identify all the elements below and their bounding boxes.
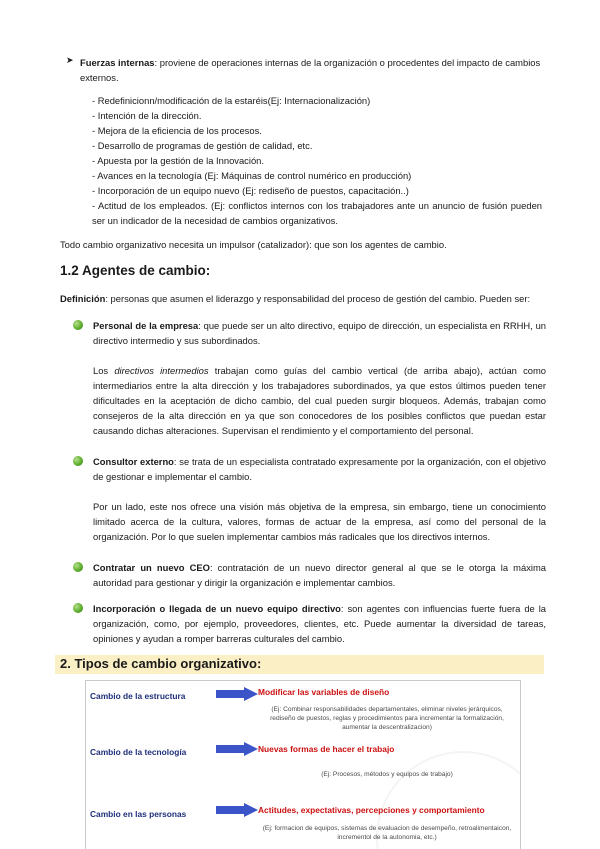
list-item: - Mejora de la eficiencia de los procesos. bbox=[92, 125, 262, 136]
list-item: - Avances en la tecnología (Ej: Máquinas de control numérico en producción) bbox=[92, 170, 412, 181]
agent-text: : se trata de un especialista contratado expresamente por la organización, con el objetivo de gestionar e implementar el cambio. bbox=[93, 456, 546, 482]
figure-row-description: (Ej: Combinar responsabilidades departamentales, eliminar niveles jerárquicos, rediseño de puestos, reglas y procedimientos para incrementar la formalización, aumentar la descentralizacion) bbox=[270, 706, 504, 731]
figure-row-label: Cambio en las personas bbox=[90, 809, 187, 819]
agent-paragraph bbox=[93, 454, 546, 484]
figure-row-label: Cambio de la estructura bbox=[90, 691, 186, 701]
right-arrow-icon bbox=[216, 742, 258, 756]
fuerzas-internas-list bbox=[80, 93, 542, 228]
figure-row-label: Cambio de la tecnología bbox=[90, 747, 187, 757]
section-heading-bar bbox=[55, 655, 544, 674]
fuerzas-internas-paragraph bbox=[80, 55, 542, 85]
agent-item-consultor bbox=[93, 454, 546, 544]
agent-sub-post: trabajan como guías del cambio vertical (de arriba abajo), actúan como intermediarios entre la alta dirección y los trabajadores subordinados, ya que estos últimos pueden tener dificultades en la aceptación de dicho cambio, del cual pueden surgir bloqueos. Además, trabajan como consejeros de la alta dirección en ya que son conocedores de los posibles conflictos que puedan estar causando dichas alteraciones. Supervisan el rendimiento y el comportamiento del personal. bbox=[93, 365, 546, 436]
list-item: - Intención de la dirección. bbox=[92, 110, 202, 121]
list-item: - Redefinicionn/modificación de la estaréis(Ej: Internacionalización) bbox=[92, 95, 371, 106]
section-heading-tipos: 2. Tipos de cambio organizativo: bbox=[60, 656, 262, 671]
agent-label: Consultor externo bbox=[93, 456, 174, 467]
green-bullet-icon bbox=[73, 320, 83, 330]
agent-text: : contratación de un nuevo director general al que se le otorga la máxima autoridad para gestionar y dirigir la organización e implementar cambios. bbox=[93, 562, 546, 588]
definicion-text: : personas que asumen el liderazgo y responsabilidad del proceso de gestión del cambio. Pueden ser: bbox=[105, 293, 531, 304]
green-bullet-icon bbox=[73, 562, 83, 572]
figure-row-title: Modificar las variables de diseño bbox=[258, 687, 390, 697]
agent-label: Personal de la empresa bbox=[93, 320, 199, 331]
right-arrow-icon bbox=[216, 803, 258, 817]
arrow-bullet-icon: ➤ bbox=[66, 55, 74, 65]
figure-row-title: Nuevas formas de hacer el trabajo bbox=[258, 744, 395, 754]
agent-text: : son agentes con influencias fuerte fuera de la organización, como, por ejemplo, proveedores, clientes, etc. Puede aumentar la diversidad de tareas, opiniones y ayudan a romper barreras culturales del cambio. bbox=[93, 603, 546, 644]
definicion-label: Definición bbox=[60, 293, 106, 304]
section-heading-agentes: 1.2 Agentes de cambio: bbox=[60, 263, 211, 278]
fuerzas-internas-text: : proviene de operaciones internas de la organización o procedentes del impacto de cambios externos. bbox=[80, 57, 541, 83]
agent-paragraph bbox=[93, 318, 546, 348]
agent-item-personal bbox=[93, 318, 546, 438]
agent-sub-italic: directivos intermedios bbox=[114, 365, 209, 376]
figure-row-description: (Ej: formacion de equipos, sistemas de evaluacion de desempeño, retroalimentaicon, incrementol de la autonomia, etc.) bbox=[262, 825, 512, 841]
list-item: - Incorporación de un equipo nuevo (Ej: rediseño de puestos, capacitación..) bbox=[92, 185, 409, 196]
agent-item-equipo-directivo bbox=[93, 601, 546, 646]
agent-text: : que puede ser un alto directivo, equipo de dirección, un especialista en RRHH, un directivo intermedio y sus subordinados. bbox=[93, 320, 546, 346]
list-item: - Desarrollo de programas de gestión de calidad, etc. bbox=[92, 140, 313, 151]
agent-item-ceo bbox=[93, 560, 546, 590]
tipos-cambio-figure bbox=[85, 680, 521, 849]
impulsor-paragraph: Todo cambio organizativo necesita un impulsor (catalizador): que son los agentes de cambio. bbox=[60, 239, 447, 250]
definicion-paragraph bbox=[60, 291, 548, 306]
agent-sub-paragraph: Por un lado, este nos ofrece una visión más objetiva de la empresa, sin embargo, tiene un conocimiento limitado acerca de la cultura, valores, formas de actuar de la empresa, así como del personal de la organización. Por lo que suelen implementar cambios más radicales que los directivos internos. bbox=[93, 501, 546, 542]
agent-paragraph bbox=[93, 560, 546, 590]
agent-paragraph bbox=[93, 601, 546, 646]
agent-label: Incorporación o llegada de un nuevo equipo directivo bbox=[93, 603, 341, 614]
green-bullet-icon bbox=[73, 603, 83, 613]
list-item: - Apuesta por la gestión de la Innovación. bbox=[92, 155, 264, 166]
agent-sub-pre: Los bbox=[93, 365, 115, 376]
green-bullet-icon bbox=[73, 456, 83, 466]
fuerzas-internas-label: Fuerzas internas bbox=[80, 57, 155, 68]
figure-row-title: Actitudes, expectativas, percepciones y comportamiento bbox=[258, 805, 485, 815]
figure-row-description: (Ej: Procesos, métodos y equipos de trabajo) bbox=[321, 771, 453, 778]
fuerzas-internas-block bbox=[66, 55, 542, 228]
list-item: - Actitud de los empleados. (Ej: conflictos internos con los trabajadores ante un anuncio de fusión pueden ser un indicador de la necesidad de cambios organizativos. bbox=[92, 200, 542, 226]
right-arrow-icon bbox=[216, 687, 258, 701]
agent-label: Contratar un nuevo CEO bbox=[93, 562, 210, 573]
agent-sub-paragraph bbox=[93, 363, 546, 438]
